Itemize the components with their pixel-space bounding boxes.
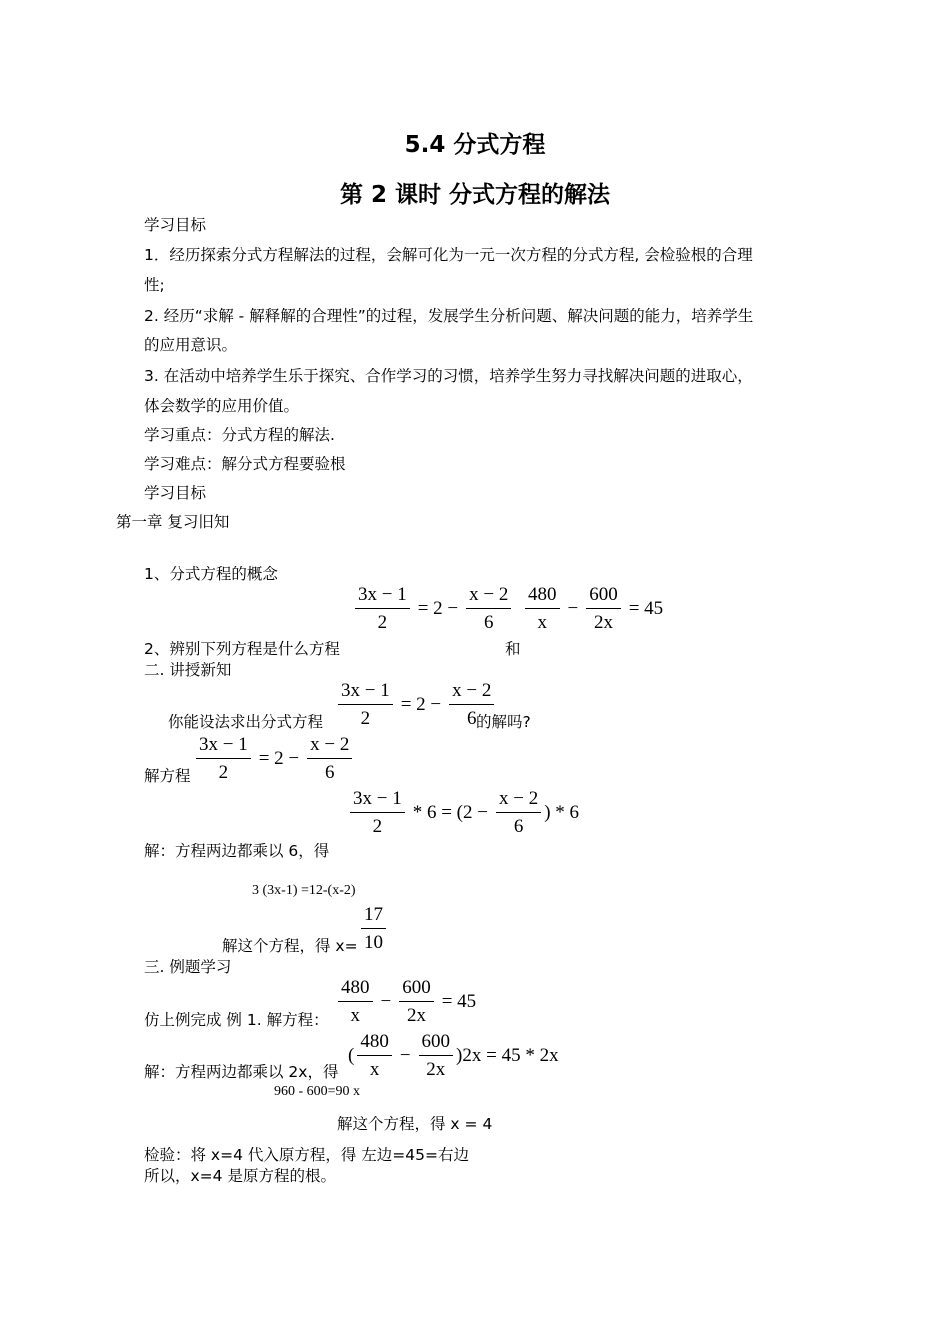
- section-3-heading: 三. 例题学习: [144, 958, 232, 976]
- conclusion: 所以，x=4 是原方程的根。: [144, 1167, 336, 1185]
- question-prefix: 你能设法求出分式方程: [168, 713, 324, 731]
- check-line: 检验：将 x=4 代入原方程，得 左边=45=右边: [144, 1146, 470, 1164]
- example-step-2: 960 - 600=90 x: [274, 1084, 361, 1099]
- equation-example-multiply: ( $\frac{480}{x}$ − $\frac{600}{2x}$ )2x = 45 * 2x: [348, 1031, 559, 1080]
- chapter-heading: 第一章 复习旧知: [116, 513, 230, 531]
- objective-1-line2: 性;: [144, 276, 165, 294]
- equation-concept-1: $\frac{3x - 1}{2}$ = 2 − $\frac{x - 2}{6}$: [352, 584, 514, 634]
- equation-multiply: $\frac{3x - 1}{2}$ * 6 = (2 − $\frac{x - 2}{6}$ ) * 6: [347, 788, 579, 838]
- solution-step-1: 解：方程两边都乘以 6，得: [144, 842, 330, 860]
- equation-solve: $\frac{3x - 1}{2}$ = 2 − $\frac{x - 2}{6}$: [193, 734, 355, 784]
- equation-example: $\frac{480}{x}$ − $\frac{600}{2x}$ = 45: [335, 977, 481, 1027]
- difficulty: 学习难点：解分式方程要验根: [144, 455, 346, 473]
- key-point: 学习重点：分式方程的解法.: [144, 426, 335, 444]
- fraction-17-10: $\frac{17}{10}$: [358, 904, 389, 954]
- equation-concept-2: $\frac{480}{x}$ − $\frac{600}{2x}$ = 45: [522, 584, 668, 634]
- equation-question: $\frac{3x - 1}{2}$ = 2 − $\frac{x - 2}{6}$: [335, 680, 497, 730]
- page-title: 5.4 分式方程: [404, 132, 546, 158]
- identify-label: 2、辨别下列方程是什么方程: [144, 640, 340, 658]
- objective-3-line1: 3. 在活动中培养学生乐于探究、合作学习的习惯，培养学生努力寻找解决问题的进取心，: [144, 367, 753, 385]
- solution-step-2: 3 (3x-1) =12-(x-2): [252, 883, 356, 898]
- solution-result: 解这个方程，得 x=: [222, 937, 358, 955]
- example-step-1: 解：方程两边都乘以 2x，得: [144, 1063, 339, 1081]
- solve-label: 解方程: [144, 767, 191, 785]
- objectives-heading: 学习目标: [144, 216, 207, 234]
- objective-2-line1: 2. 经历“求解 - 解释解的合理性”的过程，发展学生分析问题、解决问题的能力，培养学生: [144, 307, 754, 325]
- lesson-subtitle: 第 2 课时 分式方程的解法: [339, 182, 611, 208]
- concept-label: 1、分式方程的概念: [144, 565, 278, 583]
- example-result: 解这个方程，得 x = 4: [337, 1115, 493, 1133]
- section-2-heading: 二. 讲授新知: [144, 661, 232, 679]
- objective-2-line2: 的应用意识。: [144, 336, 238, 354]
- objective-1-line1: 1．经历探索分式方程解法的过程，会解可化为一元一次方程的分式方程, 会检验根的合理: [144, 246, 753, 264]
- question-suffix: 的解吗?: [476, 713, 531, 731]
- objectives-heading-2: 学习目标: [144, 484, 207, 502]
- and-label: 和: [505, 640, 521, 658]
- example-prefix: 仿上例完成 例 1. 解方程：: [144, 1011, 329, 1029]
- objective-3-line2: 体会数学的应用价值。: [144, 397, 300, 415]
